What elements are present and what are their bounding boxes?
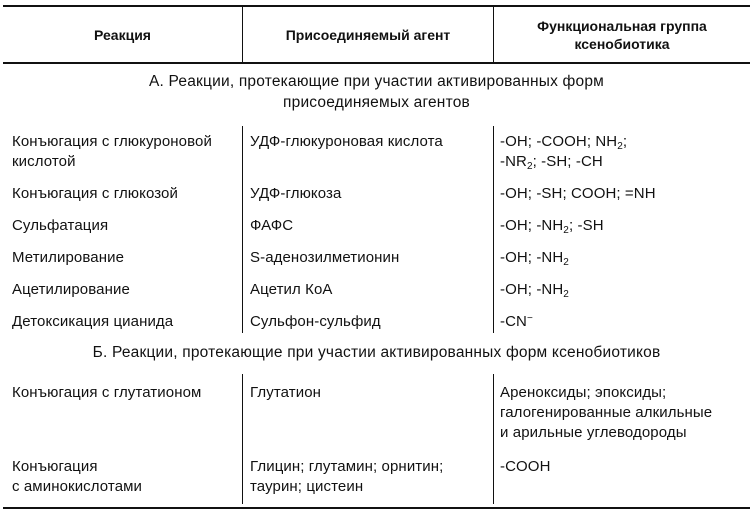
- row-cyanide-group: -CN−: [500, 313, 533, 330]
- row-glutathione-group-line1: Ареноксиды; эпоксиды;: [500, 384, 667, 401]
- row-glucuronic-group-line2: $-NR_2$; -SH; -CH: [500, 153, 603, 172]
- row-glucuronic-reaction-line1: Конъюгация с глюкуроновой: [12, 133, 212, 150]
- table-top-rule: [3, 5, 750, 7]
- row-glutathione-reaction: Конъюгация с глутатионом: [12, 384, 202, 401]
- section-a-title-line1: А. Реакции, протекающие при участии активированных форм: [149, 73, 604, 90]
- header-reaction: Реакция: [94, 27, 151, 43]
- table-bottom-rule: [3, 507, 750, 509]
- row-sulfation-group: -OH; $-NH_2$; -SH: [500, 217, 604, 236]
- row-methylation-reaction: Метилирование: [12, 249, 125, 266]
- row-acetylation-reaction: Ацетилирование: [12, 281, 130, 298]
- row-methylation-agent: S-аденозилметионин: [250, 249, 400, 266]
- row-glucuronic-reaction-line2: кислотой: [12, 153, 76, 170]
- row-aminoacids-reaction-line1: Конъюгация: [12, 458, 98, 475]
- row-aminoacids-agent-line2: таурин; цистеин: [250, 478, 364, 495]
- row-sulfation-reaction: Сульфатация: [12, 217, 109, 234]
- row-glucose-group: -OH; -SH; COOH; =NH: [500, 185, 656, 202]
- row-glutathione-group-line2: галогенированные алкильные: [500, 404, 713, 421]
- header-agent: Присоединяемый агент: [285, 27, 451, 43]
- section-a-divider-1: [242, 126, 243, 333]
- row-cyanide-agent: Сульфон-сульфид: [250, 313, 381, 330]
- row-glucuronic-group-line1: -OH; -COOH; $NH_2$;: [500, 133, 628, 152]
- section-a-divider-2: [493, 126, 494, 333]
- row-methylation-group: -OH; $-NH_2$: [500, 249, 569, 268]
- section-b-divider-1: [242, 374, 243, 504]
- header-group-line2: ксенобиотика: [574, 36, 670, 52]
- row-aminoacids-group: -COOH: [500, 458, 551, 475]
- section-a-title-line2: присоединяемых агентов: [283, 94, 470, 111]
- row-cyanide-reaction: Детоксикация цианида: [12, 313, 174, 330]
- row-glutathione-group-line3: и арильные углеводороды: [500, 424, 687, 441]
- header-bottom-rule: [3, 62, 750, 64]
- row-glucose-agent: УДФ-глюкоза: [250, 185, 342, 202]
- row-acetylation-group: -OH; $-NH_2$: [500, 281, 569, 300]
- row-glutathione-agent: Глутатион: [250, 384, 322, 401]
- section-b-divider-2: [493, 374, 494, 504]
- row-glucuronic-agent: УДФ-глюкуроновая кислота: [250, 133, 443, 150]
- row-glucose-reaction: Конъюгация с глюкозой: [12, 185, 178, 202]
- section-b-title: Б. Реакции, протекающие при участии активированных форм ксенобиотиков: [92, 344, 661, 361]
- row-acetylation-agent: Ацетил КоА: [250, 281, 333, 298]
- row-aminoacids-reaction-line2: с аминокислотами: [12, 478, 143, 495]
- row-sulfation-agent: ФАФС: [250, 217, 294, 234]
- header-group-line1: Функциональная группа: [537, 18, 707, 34]
- row-aminoacids-agent-line1: Глицин; глутамин; орнитин;: [250, 458, 444, 475]
